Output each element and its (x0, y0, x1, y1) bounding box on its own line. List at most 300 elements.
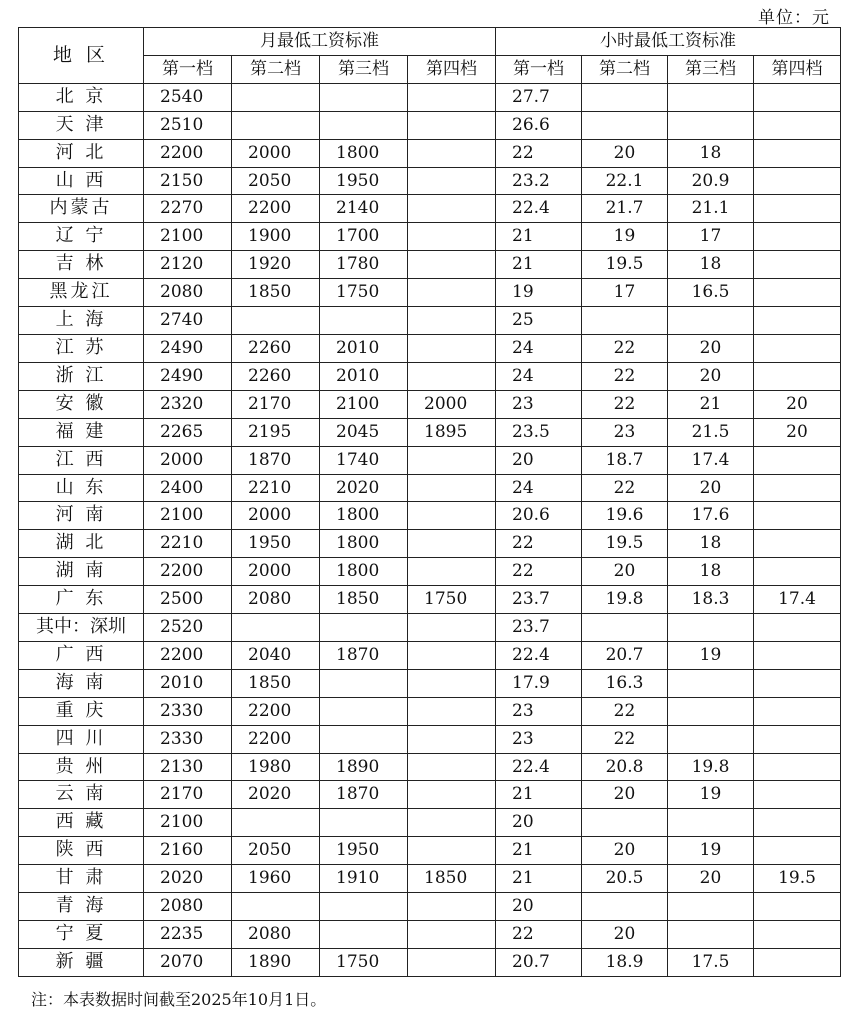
hourly-tier-2-cell: 16.3 (582, 669, 668, 697)
region-cell: 吉 林 (19, 251, 144, 279)
hourly-tier-2-cell: 22 (582, 697, 668, 725)
monthly-tier-4-cell (408, 558, 496, 586)
hourly-tier-4-cell: 17.4 (754, 586, 841, 614)
region-cell: 甘 肃 (19, 865, 144, 893)
monthly-tier-1-cell: 2100 (144, 502, 232, 530)
hourly-tier-2-cell: 19.6 (582, 502, 668, 530)
monthly-tier-2-cell: 2200 (232, 195, 320, 223)
hourly-tier-3-cell (668, 697, 754, 725)
hourly-tier-1-cell: 26.6 (496, 111, 582, 139)
hourly-tier-3-cell: 19 (668, 837, 754, 865)
hourly-tier-1-cell: 24 (496, 474, 582, 502)
table-row (19, 865, 841, 893)
hourly-tier-4-header: 第四档 (754, 55, 841, 83)
monthly-tier-2-cell: 2020 (232, 781, 320, 809)
table-row (19, 641, 841, 669)
region-cell: 广 东 (19, 586, 144, 614)
monthly-tier-4-cell: 1895 (408, 418, 496, 446)
hourly-tier-1-cell: 20.6 (496, 502, 582, 530)
monthly-tier-4-cell (408, 893, 496, 921)
hourly-tier-2-cell: 20.5 (582, 865, 668, 893)
hourly-tier-1-cell: 27.7 (496, 83, 582, 111)
monthly-tier-4-cell (408, 837, 496, 865)
monthly-tier-3-cell: 1950 (320, 167, 408, 195)
hourly-tier-4-cell: 20 (754, 390, 841, 418)
hourly-tier-1-cell: 20.7 (496, 948, 582, 976)
region-cell: 辽 宁 (19, 223, 144, 251)
table-row (19, 446, 841, 474)
hourly-tier-3-header: 第三档 (668, 55, 754, 83)
monthly-tier-2-cell: 2050 (232, 167, 320, 195)
hourly-tier-3-cell: 17.4 (668, 446, 754, 474)
table-row (19, 614, 841, 642)
monthly-tier-2-cell: 1870 (232, 446, 320, 474)
monthly-tier-3-cell (320, 614, 408, 642)
hourly-tier-3-cell: 18.3 (668, 586, 754, 614)
table-row (19, 167, 841, 195)
monthly-tier-2-cell: 2000 (232, 139, 320, 167)
hourly-tier-4-cell (754, 921, 841, 949)
monthly-tier-3-cell (320, 307, 408, 335)
monthly-tier-1-cell: 2270 (144, 195, 232, 223)
monthly-tier-3-cell: 1800 (320, 558, 408, 586)
hourly-tier-2-cell: 22 (582, 334, 668, 362)
region-cell: 新 疆 (19, 948, 144, 976)
hourly-tier-4-cell (754, 251, 841, 279)
region-cell: 湖 南 (19, 558, 144, 586)
table-row (19, 251, 841, 279)
hourly-tier-1-cell: 21 (496, 837, 582, 865)
hourly-tier-3-cell: 17 (668, 223, 754, 251)
hourly-tier-3-cell: 21.5 (668, 418, 754, 446)
hourly-tier-1-cell: 22 (496, 558, 582, 586)
monthly-tier-4-cell (408, 614, 496, 642)
hourly-tier-2-cell: 20 (582, 837, 668, 865)
hourly-tier-1-cell: 20 (496, 893, 582, 921)
monthly-tier-3-cell: 1950 (320, 837, 408, 865)
region-cell: 陕 西 (19, 837, 144, 865)
hourly-tier-2-cell: 22 (582, 390, 668, 418)
table-row (19, 948, 841, 976)
table-row (19, 530, 841, 558)
monthly-tier-4-cell (408, 195, 496, 223)
monthly-tier-2-cell: 2200 (232, 725, 320, 753)
monthly-tier-2-cell (232, 83, 320, 111)
monthly-tier-1-cell: 2150 (144, 167, 232, 195)
hourly-tier-1-cell: 23 (496, 390, 582, 418)
region-cell: 浙 江 (19, 362, 144, 390)
hourly-tier-1-header: 第一档 (496, 55, 582, 83)
hourly-tier-4-cell (754, 111, 841, 139)
hourly-tier-4-cell (754, 530, 841, 558)
monthly-tier-3-cell: 2045 (320, 418, 408, 446)
hourly-tier-1-cell: 23.7 (496, 586, 582, 614)
hourly-tier-4-cell (754, 753, 841, 781)
monthly-tier-3-cell: 2140 (320, 195, 408, 223)
hourly-tier-2-cell (582, 614, 668, 642)
monthly-tier-4-cell (408, 725, 496, 753)
hourly-tier-4-cell (754, 641, 841, 669)
hourly-tier-3-cell: 19 (668, 641, 754, 669)
monthly-tier-4-cell (408, 781, 496, 809)
table-row (19, 809, 841, 837)
monthly-tier-3-cell: 1800 (320, 502, 408, 530)
table-row (19, 362, 841, 390)
monthly-tier-2-cell: 2195 (232, 418, 320, 446)
monthly-tier-3-cell (320, 669, 408, 697)
hourly-tier-1-cell: 20 (496, 446, 582, 474)
hourly-tier-4-cell (754, 614, 841, 642)
region-cell: 广 西 (19, 641, 144, 669)
monthly-tier-3-cell: 1800 (320, 530, 408, 558)
monthly-tier-3-cell: 1910 (320, 865, 408, 893)
region-cell: 湖 北 (19, 530, 144, 558)
monthly-tier-2-cell: 1890 (232, 948, 320, 976)
region-cell: 福 建 (19, 418, 144, 446)
hourly-tier-4-cell: 19.5 (754, 865, 841, 893)
hourly-tier-1-cell: 23.5 (496, 418, 582, 446)
table-row (19, 279, 841, 307)
monthly-tier-3-cell (320, 83, 408, 111)
table-body (19, 83, 841, 976)
hourly-tier-2-cell: 18.7 (582, 446, 668, 474)
hourly-tier-4-cell (754, 279, 841, 307)
region-cell: 其中：深圳 (19, 614, 144, 642)
table-row (19, 474, 841, 502)
hourly-tier-2-cell: 21.7 (582, 195, 668, 223)
region-cell: 贵 州 (19, 753, 144, 781)
hourly-tier-2-cell: 22 (582, 725, 668, 753)
hourly-tier-2-cell (582, 893, 668, 921)
hourly-tier-3-cell (668, 83, 754, 111)
hourly-tier-4-cell (754, 167, 841, 195)
monthly-tier-1-cell: 2490 (144, 334, 232, 362)
region-cell: 安 徽 (19, 390, 144, 418)
table-row (19, 781, 841, 809)
monthly-tier-4-cell (408, 251, 496, 279)
hourly-tier-2-cell: 19.5 (582, 251, 668, 279)
monthly-tier-2-cell: 1980 (232, 753, 320, 781)
region-cell: 北 京 (19, 83, 144, 111)
monthly-tier-4-header: 第四档 (408, 55, 496, 83)
monthly-tier-3-cell: 1750 (320, 948, 408, 976)
hourly-tier-2-cell: 23 (582, 418, 668, 446)
monthly-tier-3-cell (320, 725, 408, 753)
monthly-tier-1-cell: 2200 (144, 641, 232, 669)
region-cell: 四 川 (19, 725, 144, 753)
hourly-tier-4-cell (754, 725, 841, 753)
hourly-tier-3-cell: 18 (668, 558, 754, 586)
monthly-tier-1-cell: 2510 (144, 111, 232, 139)
table-row (19, 502, 841, 530)
hourly-tier-4-cell (754, 697, 841, 725)
hourly-tier-4-cell (754, 139, 841, 167)
hourly-tier-3-cell (668, 669, 754, 697)
monthly-tier-1-cell: 2000 (144, 446, 232, 474)
monthly-tier-2-cell: 2080 (232, 921, 320, 949)
monthly-tier-3-cell: 1890 (320, 753, 408, 781)
hourly-tier-2-cell: 20 (582, 558, 668, 586)
table-row (19, 307, 841, 335)
monthly-tier-1-cell: 2200 (144, 139, 232, 167)
table-row (19, 893, 841, 921)
monthly-tier-2-cell: 1950 (232, 530, 320, 558)
hourly-tier-2-cell: 18.9 (582, 948, 668, 976)
hourly-tier-1-cell: 22.4 (496, 641, 582, 669)
monthly-tier-4-cell (408, 502, 496, 530)
table-row (19, 697, 841, 725)
hourly-tier-1-cell: 21 (496, 781, 582, 809)
monthly-tier-3-cell: 2010 (320, 362, 408, 390)
monthly-tier-4-cell (408, 753, 496, 781)
monthly-tier-4-cell (408, 279, 496, 307)
monthly-tier-4-cell (408, 474, 496, 502)
hourly-tier-4-cell (754, 307, 841, 335)
hourly-tier-1-cell: 23 (496, 725, 582, 753)
hourly-tier-1-cell: 21 (496, 223, 582, 251)
hourly-tier-2-cell: 22 (582, 474, 668, 502)
hourly-tier-1-cell: 22.4 (496, 753, 582, 781)
region-cell: 重 庆 (19, 697, 144, 725)
hourly-tier-4-cell: 20 (754, 418, 841, 446)
monthly-tier-1-cell: 2020 (144, 865, 232, 893)
region-cell: 内蒙古 (19, 195, 144, 223)
monthly-tier-4-cell: 1750 (408, 586, 496, 614)
monthly-tier-3-cell: 1740 (320, 446, 408, 474)
table-row (19, 586, 841, 614)
monthly-tier-4-cell (408, 921, 496, 949)
table-row (19, 669, 841, 697)
monthly-tier-2-cell: 2260 (232, 334, 320, 362)
header-row-1 (19, 28, 841, 56)
hourly-tier-4-cell (754, 669, 841, 697)
unit-label: 单位：元 (758, 8, 830, 28)
monthly-tier-4-cell (408, 641, 496, 669)
region-header: 地 区 (19, 28, 144, 84)
hourly-tier-3-cell: 17.6 (668, 502, 754, 530)
monthly-tier-1-cell: 2540 (144, 83, 232, 111)
hourly-tier-2-cell: 22.1 (582, 167, 668, 195)
hourly-tier-3-cell (668, 614, 754, 642)
region-cell: 上 海 (19, 307, 144, 335)
region-cell: 青 海 (19, 893, 144, 921)
hourly-tier-3-cell: 19.8 (668, 753, 754, 781)
monthly-tier-4-cell (408, 111, 496, 139)
table-row (19, 83, 841, 111)
region-cell: 河 北 (19, 139, 144, 167)
minimum-wage-table (18, 27, 841, 977)
monthly-tier-4-cell (408, 83, 496, 111)
monthly-tier-4-cell (408, 334, 496, 362)
monthly-tier-3-cell: 2010 (320, 334, 408, 362)
monthly-tier-3-cell (320, 809, 408, 837)
hourly-tier-1-cell: 24 (496, 334, 582, 362)
hourly-tier-2-cell (582, 111, 668, 139)
monthly-tier-3-cell: 1870 (320, 781, 408, 809)
hourly-tier-4-cell (754, 83, 841, 111)
monthly-tier-1-cell: 2490 (144, 362, 232, 390)
monthly-tier-3-cell: 1700 (320, 223, 408, 251)
monthly-tier-3-cell: 2020 (320, 474, 408, 502)
region-cell: 江 苏 (19, 334, 144, 362)
monthly-tier-2-cell (232, 809, 320, 837)
hourly-tier-2-cell: 20 (582, 781, 668, 809)
hourly-tier-2-header: 第二档 (582, 55, 668, 83)
hourly-tier-2-cell (582, 809, 668, 837)
region-cell: 云 南 (19, 781, 144, 809)
monthly-tier-2-cell (232, 614, 320, 642)
hourly-tier-1-cell: 21 (496, 865, 582, 893)
hourly-tier-2-cell: 20.7 (582, 641, 668, 669)
monthly-tier-3-cell (320, 111, 408, 139)
hourly-tier-3-cell: 20 (668, 362, 754, 390)
monthly-tier-2-cell: 2210 (232, 474, 320, 502)
table-row (19, 725, 841, 753)
hourly-tier-1-cell: 19 (496, 279, 582, 307)
hourly-tier-2-cell: 20.8 (582, 753, 668, 781)
monthly-tier-1-cell: 2210 (144, 530, 232, 558)
monthly-tier-1-cell: 2080 (144, 279, 232, 307)
hourly-tier-3-cell (668, 921, 754, 949)
hourly-tier-3-cell: 19 (668, 781, 754, 809)
monthly-tier-1-cell: 2160 (144, 837, 232, 865)
footnote: 注：本表数据时间截至2025年10月1日。 (31, 990, 327, 1009)
hourly-tier-3-cell (668, 111, 754, 139)
region-cell: 西 藏 (19, 809, 144, 837)
hourly-tier-4-cell (754, 948, 841, 976)
monthly-tier-3-cell: 1780 (320, 251, 408, 279)
region-cell: 山 东 (19, 474, 144, 502)
monthly-tier-2-cell (232, 111, 320, 139)
monthly-tier-3-header: 第三档 (320, 55, 408, 83)
monthly-tier-2-cell: 1850 (232, 669, 320, 697)
monthly-tier-3-cell (320, 921, 408, 949)
hourly-tier-1-cell: 17.9 (496, 669, 582, 697)
hourly-tier-3-cell: 20.9 (668, 167, 754, 195)
hourly-tier-2-cell (582, 83, 668, 111)
monthly-tier-1-cell: 2265 (144, 418, 232, 446)
monthly-tier-1-cell: 2100 (144, 809, 232, 837)
table-row (19, 390, 841, 418)
monthly-tier-1-cell: 2200 (144, 558, 232, 586)
monthly-tier-2-header: 第二档 (232, 55, 320, 83)
hourly-tier-4-cell (754, 334, 841, 362)
monthly-tier-4-cell: 1850 (408, 865, 496, 893)
hourly-tier-3-cell: 21 (668, 390, 754, 418)
hourly-tier-1-cell: 23.2 (496, 167, 582, 195)
hourly-tier-1-cell: 22.4 (496, 195, 582, 223)
region-cell: 江 西 (19, 446, 144, 474)
monthly-tier-4-cell (408, 167, 496, 195)
hourly-header: 小时最低工资标准 (496, 28, 841, 56)
hourly-tier-3-cell: 21.1 (668, 195, 754, 223)
monthly-header: 月最低工资标准 (144, 28, 496, 56)
hourly-tier-3-cell (668, 307, 754, 335)
monthly-tier-2-cell: 2000 (232, 558, 320, 586)
monthly-tier-1-cell: 2010 (144, 669, 232, 697)
monthly-tier-2-cell: 2080 (232, 586, 320, 614)
monthly-tier-4-cell (408, 530, 496, 558)
monthly-tier-1-cell: 2235 (144, 921, 232, 949)
hourly-tier-2-cell (582, 307, 668, 335)
monthly-tier-1-cell: 2170 (144, 781, 232, 809)
monthly-tier-2-cell: 1850 (232, 279, 320, 307)
monthly-tier-2-cell (232, 893, 320, 921)
monthly-tier-2-cell: 2200 (232, 697, 320, 725)
hourly-tier-2-cell: 17 (582, 279, 668, 307)
hourly-tier-3-cell: 18 (668, 139, 754, 167)
table-row (19, 418, 841, 446)
hourly-tier-3-cell: 17.5 (668, 948, 754, 976)
monthly-tier-4-cell (408, 948, 496, 976)
hourly-tier-1-cell: 22 (496, 530, 582, 558)
hourly-tier-4-cell (754, 893, 841, 921)
monthly-tier-4-cell (408, 307, 496, 335)
hourly-tier-4-cell (754, 502, 841, 530)
hourly-tier-3-cell: 18 (668, 530, 754, 558)
monthly-tier-2-cell: 2040 (232, 641, 320, 669)
region-cell: 河 南 (19, 502, 144, 530)
monthly-tier-4-cell: 2000 (408, 390, 496, 418)
hourly-tier-3-cell: 20 (668, 865, 754, 893)
monthly-tier-1-cell: 2130 (144, 753, 232, 781)
monthly-tier-1-cell: 2100 (144, 223, 232, 251)
hourly-tier-3-cell (668, 725, 754, 753)
table-row (19, 223, 841, 251)
hourly-tier-1-cell: 24 (496, 362, 582, 390)
monthly-tier-2-cell: 1920 (232, 251, 320, 279)
hourly-tier-4-cell (754, 474, 841, 502)
monthly-tier-1-cell: 2400 (144, 474, 232, 502)
hourly-tier-4-cell (754, 781, 841, 809)
monthly-tier-2-cell: 2000 (232, 502, 320, 530)
monthly-tier-3-cell: 1850 (320, 586, 408, 614)
table-row (19, 111, 841, 139)
monthly-tier-3-cell: 1800 (320, 139, 408, 167)
monthly-tier-4-cell (408, 809, 496, 837)
hourly-tier-4-cell (754, 446, 841, 474)
monthly-tier-4-cell (408, 139, 496, 167)
hourly-tier-4-cell (754, 223, 841, 251)
hourly-tier-2-cell: 22 (582, 362, 668, 390)
monthly-tier-1-cell: 2500 (144, 586, 232, 614)
monthly-tier-4-cell (408, 446, 496, 474)
hourly-tier-2-cell: 20 (582, 139, 668, 167)
hourly-tier-3-cell: 20 (668, 334, 754, 362)
monthly-tier-4-cell (408, 223, 496, 251)
hourly-tier-1-cell: 22 (496, 921, 582, 949)
monthly-tier-1-cell: 2080 (144, 893, 232, 921)
region-cell: 黑龙江 (19, 279, 144, 307)
monthly-tier-3-cell (320, 893, 408, 921)
table-row (19, 837, 841, 865)
monthly-tier-1-cell: 2740 (144, 307, 232, 335)
monthly-tier-1-cell: 2070 (144, 948, 232, 976)
monthly-tier-2-cell: 1900 (232, 223, 320, 251)
region-cell: 山 西 (19, 167, 144, 195)
region-cell: 宁 夏 (19, 921, 144, 949)
monthly-tier-4-cell (408, 669, 496, 697)
hourly-tier-4-cell (754, 195, 841, 223)
monthly-tier-2-cell: 1960 (232, 865, 320, 893)
hourly-tier-2-cell: 19.5 (582, 530, 668, 558)
hourly-tier-1-cell: 22 (496, 139, 582, 167)
hourly-tier-1-cell: 25 (496, 307, 582, 335)
hourly-tier-4-cell (754, 809, 841, 837)
hourly-tier-1-cell: 23 (496, 697, 582, 725)
monthly-tier-1-cell: 2330 (144, 697, 232, 725)
hourly-tier-3-cell: 20 (668, 474, 754, 502)
